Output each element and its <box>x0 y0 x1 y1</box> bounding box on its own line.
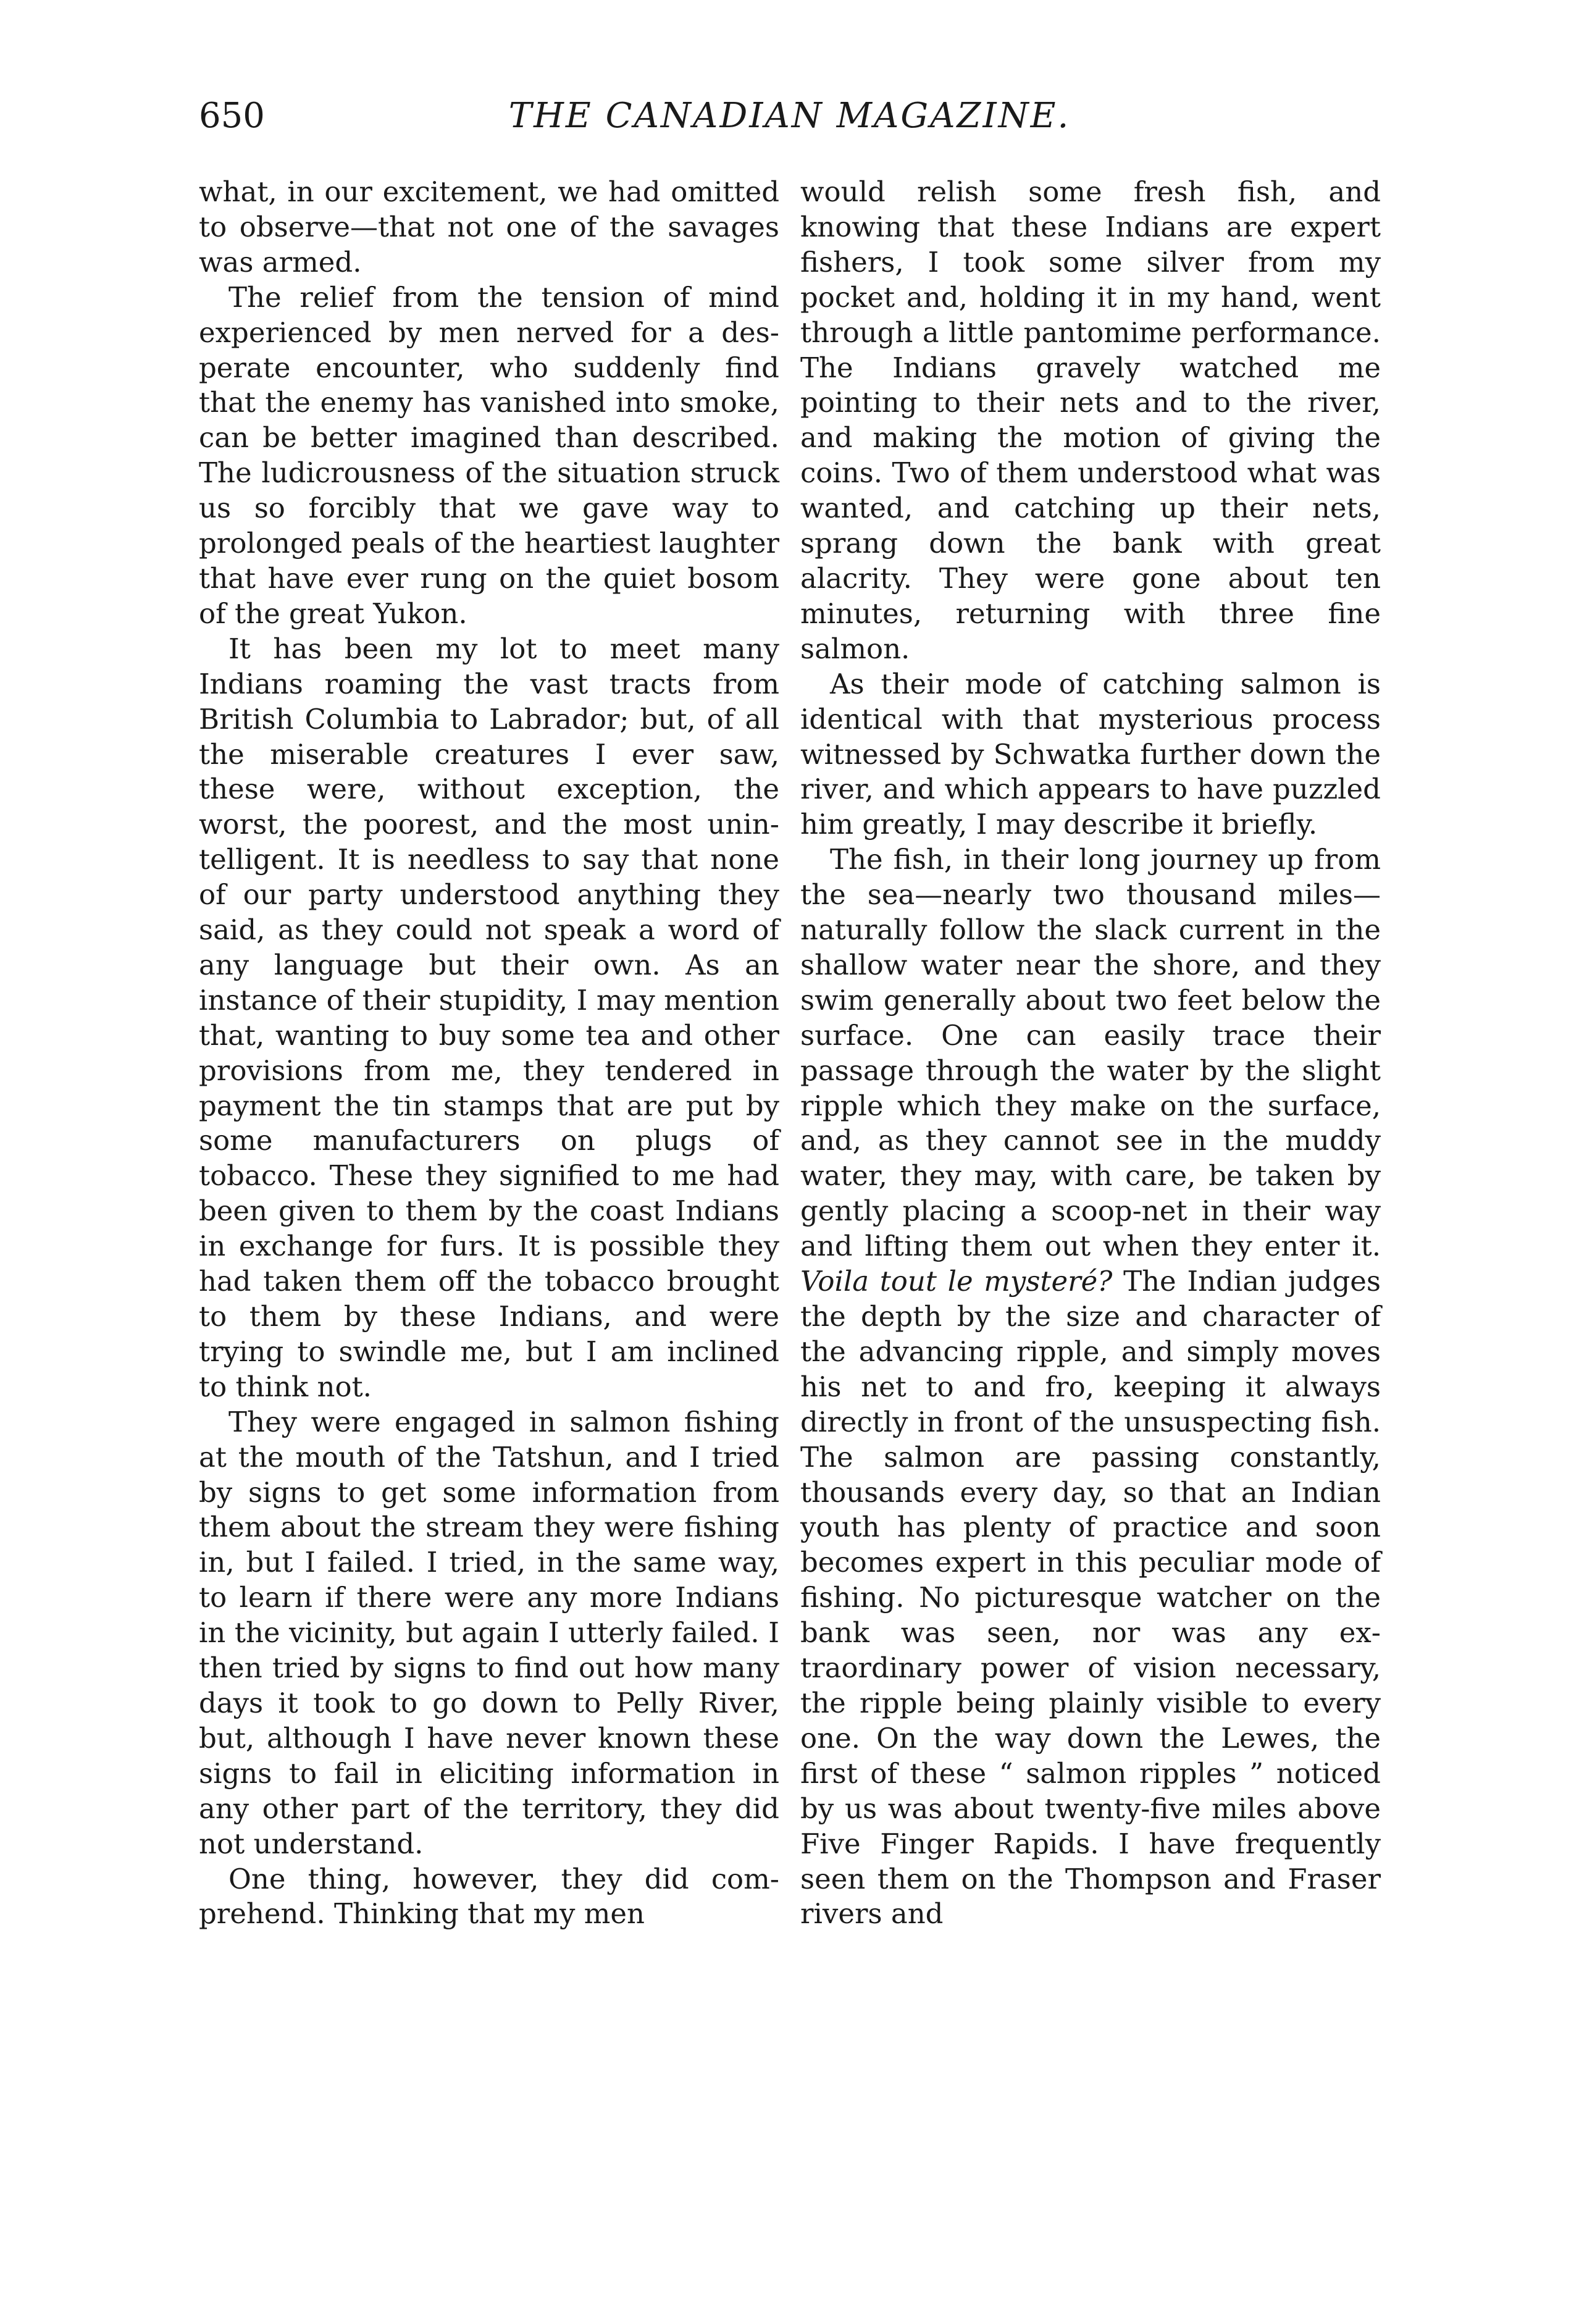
paragraph-text: The fish, in their long journey up from the sea—nearly two thousand miles—naturally follow the slack current in the shallow water near the shore, and they swim generally about two feet below the surface. One can easily trace their passage through the water by the slight ripple which they make on the surface, and, as they cannot see in the muddy water, they may, with care, be taken by gently placing a scoop-net in their way and lifting them out when they enter it. <box>800 843 1381 1263</box>
paragraph: what, in our excitement, we had omitted to observe—that not one of the savages was armed. <box>199 175 779 279</box>
left-column <box>199 175 779 1932</box>
paragraph: As their mode of catching salmon is identical with that mysterious process witnessed by Schwatka further down the river, and which appears to have puzzled him greatly, I may describe it briefly. <box>800 667 1381 841</box>
paragraph <box>800 842 1381 1932</box>
paragraph: The relief from the tension of mind experienced by men nerved for a desperate encounter, who suddenly find that the enemy has vanished into smoke, can be better imagined than described. The ludicrousness of the situation struck us so forcibly that we gave way to prolonged peals of the heartiest laughter that have ever rung on the quiet bosom of the great Yukon. <box>199 280 779 630</box>
paragraph: They were engaged in salmon fishing at the mouth of the Tatshun, and I tried by signs to get some information from them about the stream they were fishing in, but I failed. I tried, in the same way, to learn if there were any more Indians in the vicinity, but again I utterly failed. I then tried by signs to find out how many days it took to go down to Pelly River, but, although I have never known these signs to fail in eliciting information in any other part of the territory, they did not understand. <box>199 1405 779 1860</box>
right-column <box>800 175 1381 1932</box>
running-title: THE CANADIAN MAGAZINE. <box>508 96 1071 136</box>
page-number: 650 <box>199 96 265 136</box>
paragraph: would relish some fresh fish, and knowing that these Indians are expert fishers, I took some silver from my pocket and, holding it in my hand, went through a little pantomime performance. The Indians gravely watched me pointing to their nets and to the river, and making the motion of giving the coins. Two of them understood what was wanted, and catching up their nets, sprang down the bank with great alacrity. They were gone about ten minutes, returning with three fine salmon. <box>800 175 1381 665</box>
paragraph-text: The Indian judges the depth by the size and character of the advancing ripple, and simply moves his net to and fro, keeping it always directly in front of the unsuspecting fish. The salmon are passing constantly, thousands every day, so that an Indian youth has plenty of practice and soon becomes expert in this peculiar mode of fishing. No picturesque watcher on the bank was seen, nor was any extraordinary power of vision necessary, the ripple being plainly visible to every one. On the way down the Lewes, the first of these “ salmon ripples ” noticed by us was about twenty-five miles above Five Finger Rapids. I have frequently seen them on the Thompson and Fraser rivers and <box>800 1265 1381 1931</box>
italic-phrase: Voila tout le mysteré? <box>800 1265 1113 1298</box>
paragraph: One thing, however, they did comprehend. Thinking that my men <box>199 1862 779 1931</box>
paragraph: It has been my lot to meet many Indians roaming the vast tracts from British Columbia to Labrador; but, of all the miserable creatures I ever saw, these were, without exception, the worst, the poorest, and the most unintelligent. It is needless to say that none of our party understood anything they said, as they could not speak a word of any language but their own. As an instance of their stupidity, I may mention that, wanting to buy some tea and other provisions from me, they tendered in payment the tin stamps that are put by some manufacturers on plugs of tobacco. These they signified to me had been given to them by the coast Indians in exchange for furs. It is possible they had taken them off the tobacco brought to them by these Indians, and were trying to swindle me, but I am inclined to think not. <box>199 632 779 1403</box>
